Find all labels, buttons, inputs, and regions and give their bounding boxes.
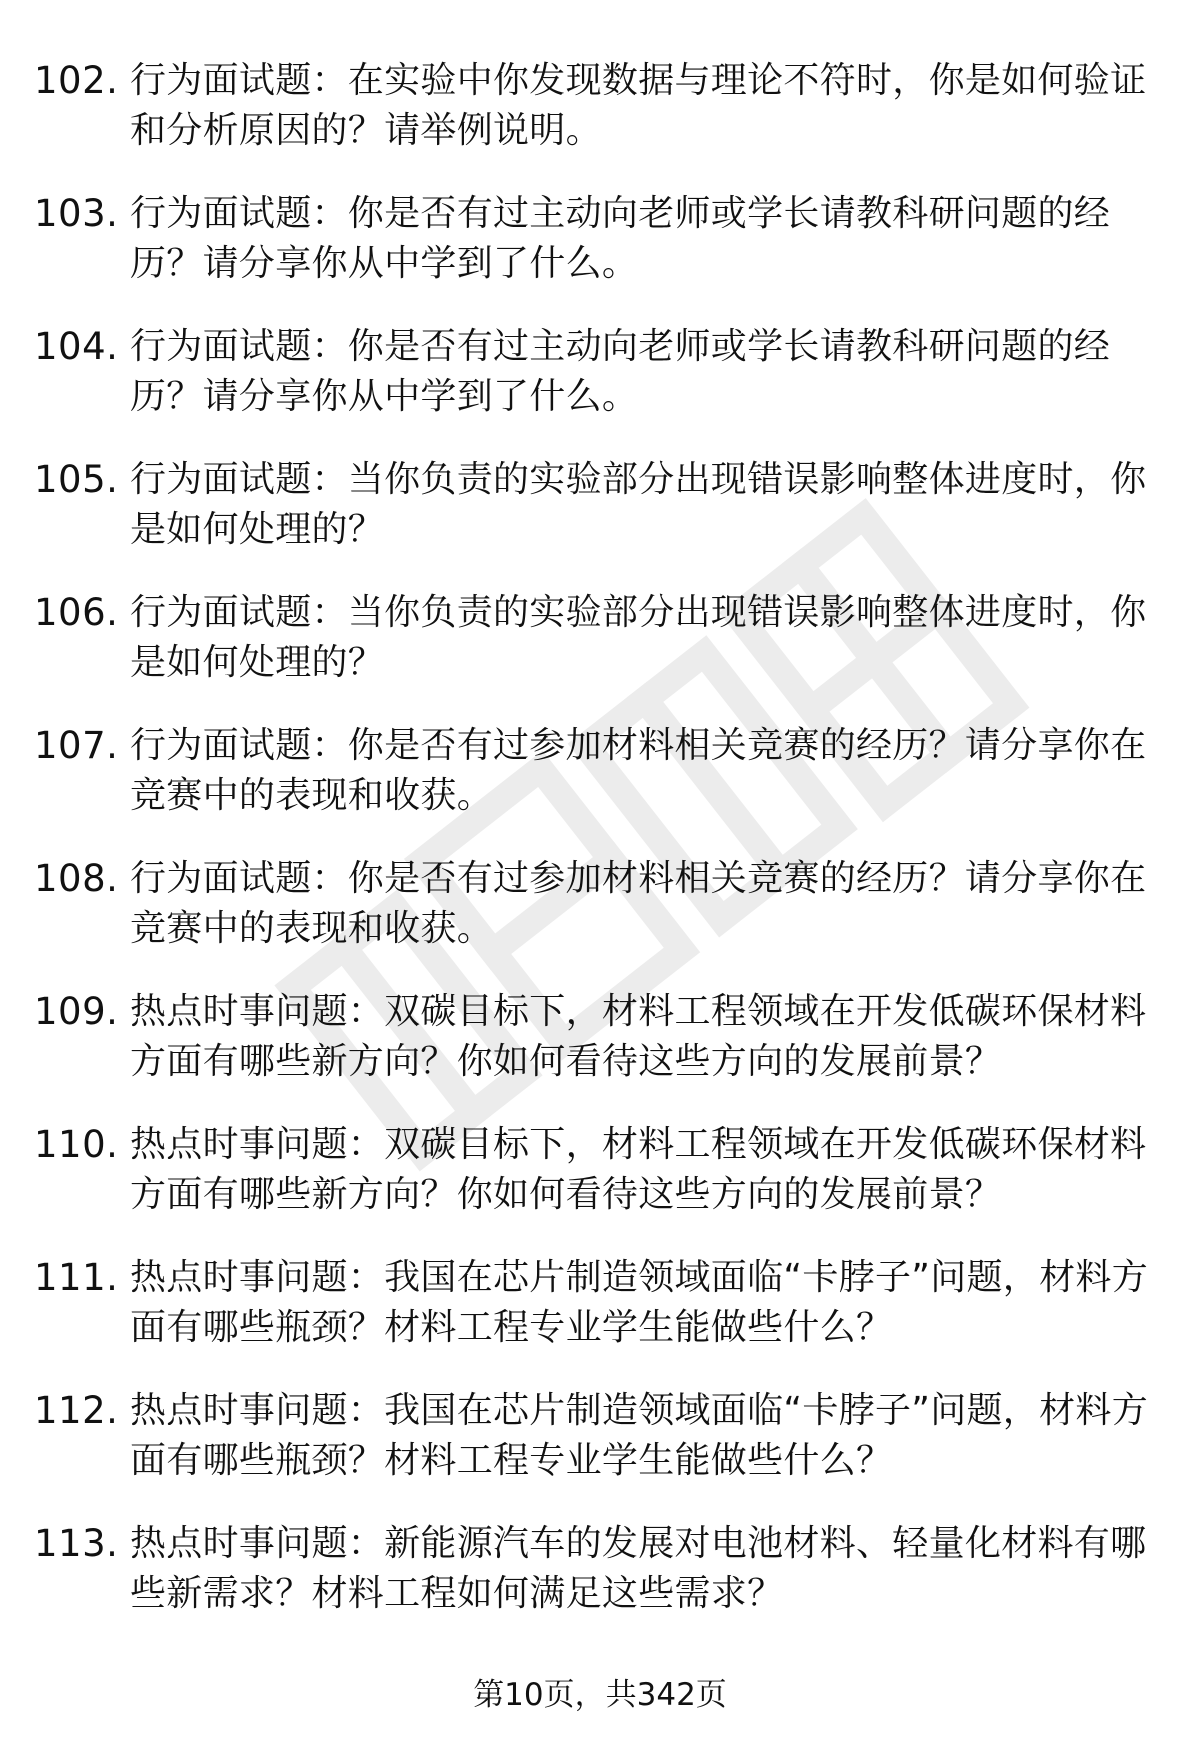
question-item: [34, 56, 1174, 189]
question-number: 110.: [34, 1123, 119, 1166]
question-number: 103.: [34, 192, 119, 235]
question-item: [34, 987, 1174, 1120]
question-number: 109.: [34, 990, 119, 1033]
question-text: 行为面试题：你是否有过主动向老师或学长请教科研问题的经历？请分享你从中学到了什么。: [130, 326, 1111, 417]
question-item: [34, 1253, 1174, 1386]
page-number-footer: 第10页，共342页: [473, 1677, 727, 1713]
question-item: [34, 854, 1174, 987]
question-item: [34, 721, 1174, 854]
question-text: 行为面试题：在实验中你发现数据与理论不符时，你是如何验证和分析原因的？请举例说明。: [130, 60, 1147, 151]
question-text: 热点时事问题：我国在芯片制造领域面临“卡脖子”问题，材料方面有哪些瓶颈？材料工程专业学生能做些什么？: [130, 1257, 1149, 1348]
question-item: [34, 1120, 1174, 1253]
question-text: 热点时事问题：我国在芯片制造领域面临“卡脖子”问题，材料方面有哪些瓶颈？材料工程专业学生能做些什么？: [130, 1390, 1149, 1481]
question-number: 106.: [34, 591, 119, 634]
question-text: 热点时事问题：新能源汽车的发展对电池材料、轻量化材料有哪些新需求？材料工程如何满足这些需求？: [130, 1523, 1147, 1614]
question-number: 108.: [34, 857, 119, 900]
question-text: 行为面试题：你是否有过参加材料相关竞赛的经历？请分享你在竞赛中的表现和收获。: [130, 725, 1147, 816]
question-list: [34, 56, 1174, 1652]
question-number: 102.: [34, 59, 119, 102]
question-item: [34, 1519, 1174, 1652]
question-text: 热点时事问题：双碳目标下，材料工程领域在开发低碳环保材料方面有哪些新方向？你如何看待这些方向的发展前景？: [130, 991, 1147, 1082]
question-text: 行为面试题：当你负责的实验部分出现错误影响整体进度时，你是如何处理的？: [130, 459, 1147, 550]
question-number: 107.: [34, 724, 119, 767]
question-text: 行为面试题：你是否有过参加材料相关竞赛的经历？请分享你在竞赛中的表现和收获。: [130, 858, 1147, 949]
question-item: [34, 588, 1174, 721]
question-item: [34, 1386, 1174, 1519]
question-text: 行为面试题：当你负责的实验部分出现错误影响整体进度时，你是如何处理的？: [130, 592, 1147, 683]
question-number: 104.: [34, 325, 119, 368]
question-text: 热点时事问题：双碳目标下，材料工程领域在开发低碳环保材料方面有哪些新方向？你如何看待这些方向的发展前景？: [130, 1124, 1147, 1215]
question-item: [34, 189, 1174, 322]
question-text: 行为面试题：你是否有过主动向老师或学长请教科研问题的经历？请分享你从中学到了什么。: [130, 193, 1111, 284]
question-number: 112.: [34, 1389, 119, 1432]
question-number: 105.: [34, 458, 119, 501]
question-number: 113.: [34, 1522, 119, 1565]
question-number: 111.: [34, 1256, 119, 1299]
question-item: [34, 455, 1174, 588]
question-item: [34, 322, 1174, 455]
